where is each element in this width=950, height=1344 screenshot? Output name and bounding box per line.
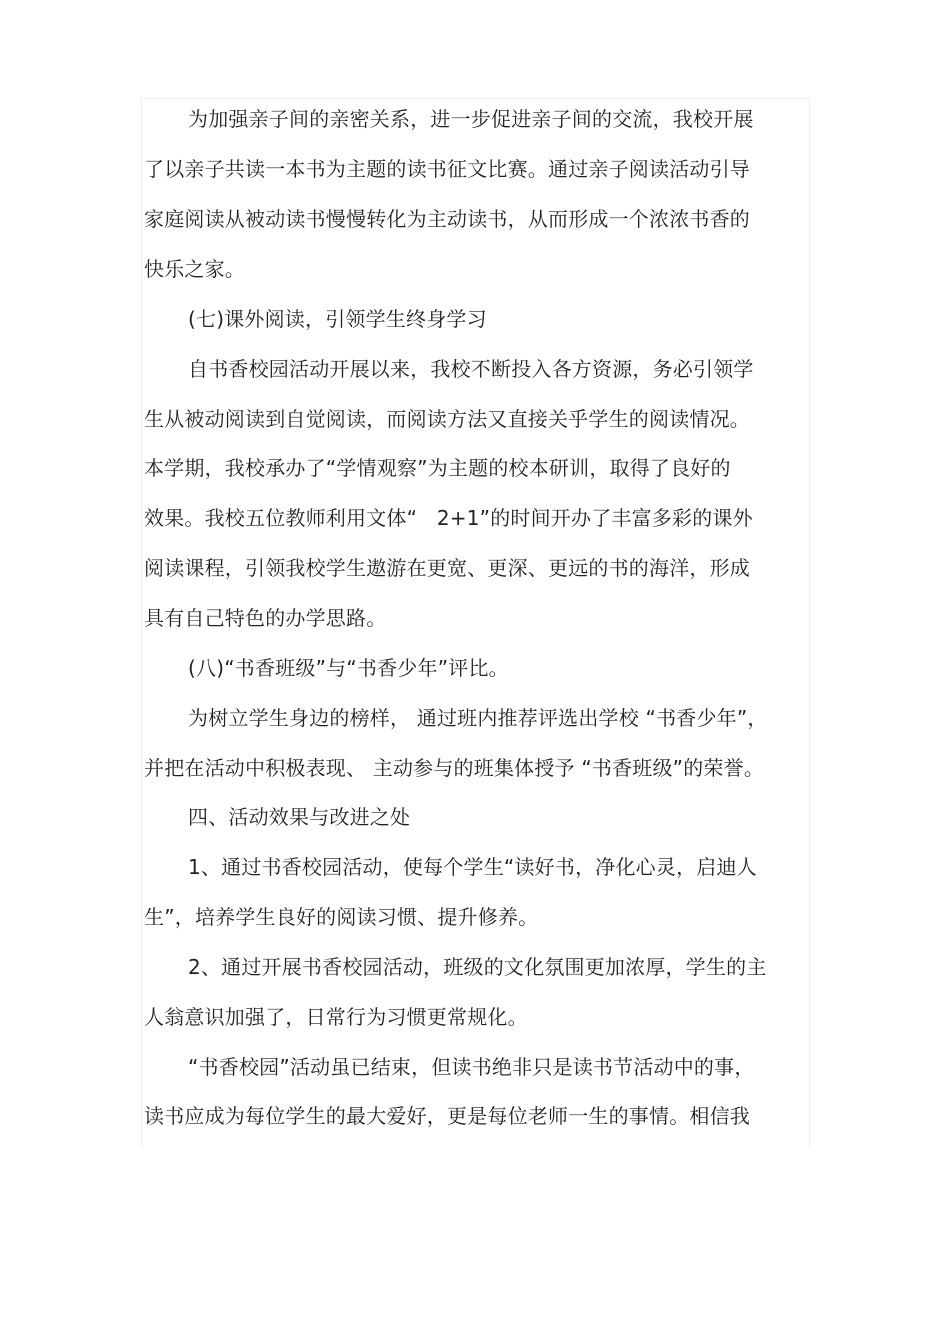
paragraph-line: 读书应成为每位学生的最大爱好，更是每位老师一生的事情。相信我 xyxy=(144,1104,750,1128)
paragraph-line: 自书香校园活动开展以来，我校不断投入各方资源，务必引领学 xyxy=(188,357,754,381)
paragraph-line: 了以亲子共读一本书为主题的读书征文比赛。通过亲子阅读活动引导 xyxy=(144,157,750,181)
paragraph-line: 1、通过书香校园活动，使每个学生“读好书，净化心灵，启迪人 xyxy=(188,855,757,879)
paragraph-line: 人翁意识加强了，日常行为习惯更常规化。 xyxy=(144,1005,528,1029)
paragraph-line: 家庭阅读从被动读书慢慢转化为主动读书，从而形成一个浓浓书香的 xyxy=(144,207,750,231)
paragraph-line: 快乐之家。 xyxy=(144,257,245,281)
paragraph-line: “书香校园”活动虽已结束，但读书绝非只是读书节活动中的事， xyxy=(188,1055,755,1079)
paragraph-line: 阅读课程，引领我校学生遨游在更宽、更深、更远的书的海洋，形成 xyxy=(144,556,750,580)
paragraph-line: 具有自己特色的办学思路。 xyxy=(144,606,387,630)
paragraph-line: 生从被动阅读到自觉阅读，而阅读方法又直接关乎学生的阅读情况。 xyxy=(144,407,750,431)
paragraph-line: 并把在活动中积极表现、 主动参与的班集体授予 “书香班级”的荣誉。 xyxy=(144,756,765,780)
section-heading: (八)“书香班级”与“书香少年”评比。 xyxy=(188,656,509,680)
section-heading: 四、活动效果与改进之处 xyxy=(188,805,411,829)
paragraph-line: 效果。我校五位教师利用文体“ 2+1”的时间开办了丰富多彩的课外 xyxy=(144,506,753,530)
paragraph-line: 生”，培养学生良好的阅读习惯、提升修养。 xyxy=(144,905,539,929)
paragraph-line: 为加强亲子间的亲密关系，进一步促进亲子间的交流，我校开展 xyxy=(188,107,754,131)
paragraph-line: 为树立学生身边的榜样， 通过班内推荐评选出学校 “书香少年”， xyxy=(188,706,768,730)
paragraph-line: 2、通过开展书香校园活动，班级的文化氛围更加浓厚，学生的主 xyxy=(188,955,767,979)
paragraph-line: 本学期，我校承办了“学情观察”为主题的校本研训，取得了良好的 xyxy=(144,456,731,480)
section-heading: (七)课外阅读，引领学生终身学习 xyxy=(188,307,487,331)
